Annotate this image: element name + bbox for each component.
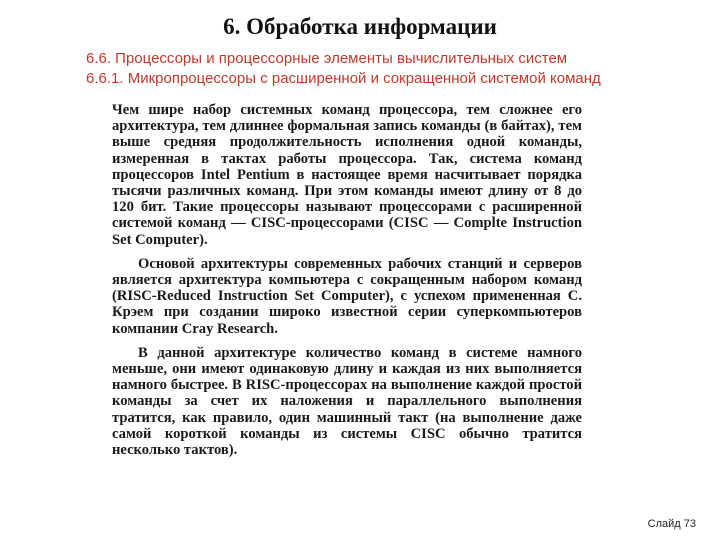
slide-number: Слайд 73 <box>647 518 696 530</box>
slide-title: 6. Обработка информации <box>223 14 497 39</box>
paragraph-3: В данной архитектуре количество команд в системе намного меньше, они имеют одинаковую длину и каждая из них выполняется намного быстрее. В RISC-процессорах на выполнение каждой простой команды за счет их наложения и параллельного выполнения тратится, как правило, один машинный такт (на выполнение даже самой короткой команды из системы CISC обычно тратится несколько тактов). <box>112 344 582 459</box>
paragraph-2: Основой архитектуры современных рабочих станций и серверов является архитектура компьютера с сокращенным набором команд (RISC-Reduced Instruction Set Computer), с успехом примененная С. Крэем при создании широко известной серии суперкомпьютеров компании Cray Research. <box>112 255 582 337</box>
section-subtitle: 6.6. Процессоры и процессорные элементы вычислительных систем <box>86 50 568 67</box>
paragraph-1: Чем шире набор системных команд процессора, тем сложнее его архитектура, тем длиннее формальная запись команды (в байтах), тем выше средняя продолжительность исполнения одной команды, измеренная в тактах работы процессора. Так, система команд процессоров Intel Pentium в настоящее время насчитывает порядка тысячи различных команд. При этом команды имеют длину от 8 до 120 бит. Такие процессоры называют процессорами с расширенной системой команд — CISC-процессорами (CISC — Complte Instruction Set Computer). <box>112 102 582 248</box>
subsection-subtitle: 6.6.1. Микропроцессоры с расширенной и сокращенной системой команд <box>86 70 601 87</box>
scanned-text-block <box>112 102 582 466</box>
